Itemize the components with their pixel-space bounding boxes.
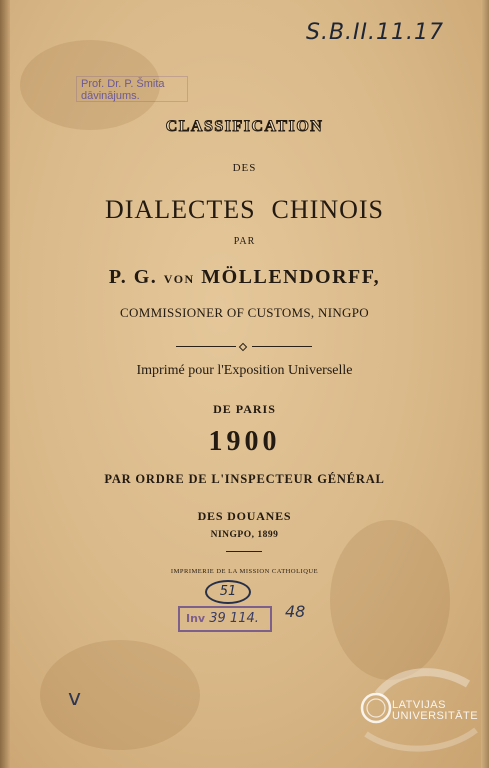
paper-stain <box>330 520 450 680</box>
page-right-edge <box>481 0 489 768</box>
printer-line: IMPRIMERIE DE LA MISSION CATHOLIQUE <box>170 568 319 575</box>
year: 1900 <box>208 426 281 457</box>
margin-check-mark: v <box>68 686 82 711</box>
author-von: VON <box>163 272 195 286</box>
owner-stamp-line1: Prof. Dr. P. Šmita <box>81 78 165 90</box>
rule-left <box>176 346 236 347</box>
author-initials: P. G. <box>108 266 158 288</box>
rule-diamond <box>239 343 247 351</box>
owner-stamp-line2: dāvinājums. <box>81 90 140 102</box>
inventory-number: 39 114. <box>209 611 259 626</box>
page-left-edge <box>0 0 10 768</box>
title-dialectes-chinois <box>0 195 489 225</box>
margin-number-handwriting: 48 <box>285 602 306 621</box>
author-name <box>0 266 489 289</box>
title-des: DES <box>232 162 257 174</box>
imprime-line: Imprimé pour l'Exposition Universelle <box>136 363 353 378</box>
de-paris: DE PARIS <box>213 402 276 416</box>
inventory-stamp-label: Inv <box>186 612 206 625</box>
owner-stamp <box>76 76 188 102</box>
small-rule <box>226 551 262 552</box>
author-surname: MÖLLENDORFF, <box>201 266 381 288</box>
title-classification: CLASSIFICATION <box>165 118 324 135</box>
rule-right <box>252 346 312 347</box>
author-title: COMMISSIONER OF CUSTOMS, NINGPO <box>120 305 369 320</box>
logo-swoosh-low <box>366 730 476 749</box>
logo-swoosh <box>378 672 468 694</box>
ornamental-rule <box>176 344 312 350</box>
title-par: PAR <box>233 236 256 247</box>
watermark-line2: UNIVERSITĀTE <box>392 710 479 722</box>
des-douanes: DES DOUANES <box>197 509 292 523</box>
watermark-line1: LATVIJAS <box>392 699 446 711</box>
par-ordre: PAR ORDRE DE L'INSPECTEUR GÉNÉRAL <box>104 472 385 486</box>
circled-number-handwriting: 51 <box>205 580 251 604</box>
shelf-mark-handwriting: S.B.II.11.17 <box>306 20 444 45</box>
paper-stain <box>40 640 200 750</box>
logo-ring <box>362 694 390 722</box>
title-chinois: CHINOIS <box>271 195 384 224</box>
title-dialectes: DIALECTES <box>105 195 256 224</box>
inventory-stamp <box>178 606 272 632</box>
watermark-text <box>392 700 478 722</box>
place-date: NINGPO, 1899 <box>210 530 279 540</box>
logo-inner-ring <box>367 699 385 717</box>
